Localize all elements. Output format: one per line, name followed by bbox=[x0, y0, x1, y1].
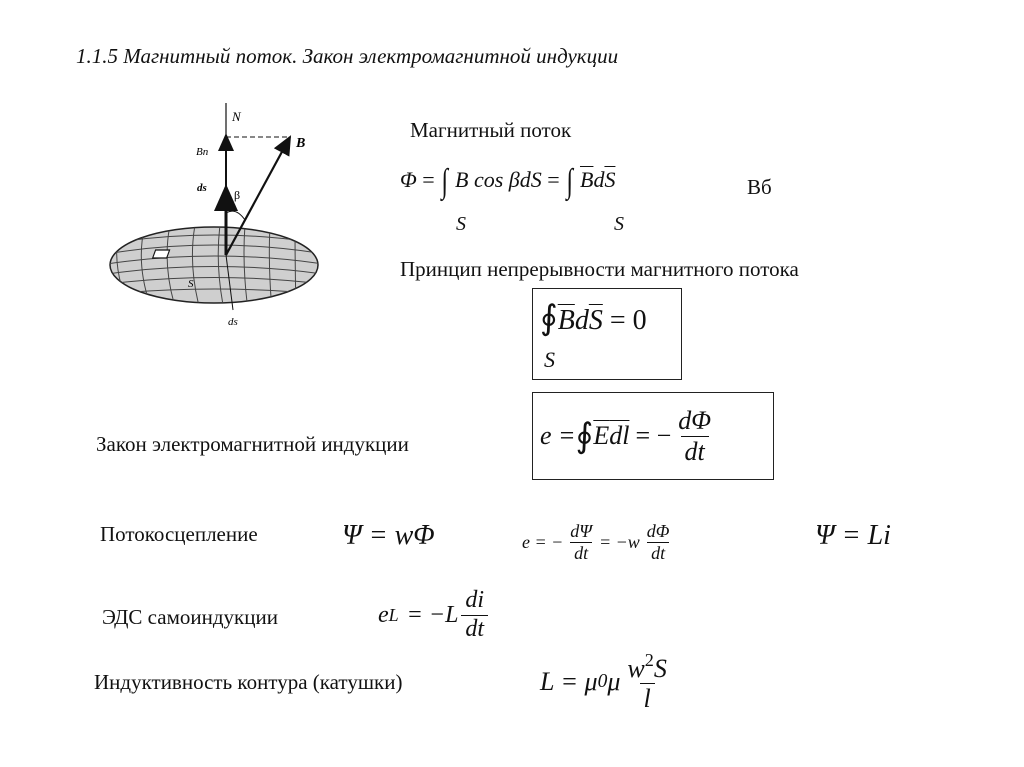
inductance-fraction bbox=[623, 650, 670, 715]
flux-d: d bbox=[593, 167, 605, 193]
self-induction-formula bbox=[378, 580, 491, 650]
label-ds-vector: ds bbox=[197, 182, 207, 194]
induction-den: dt bbox=[681, 436, 709, 467]
self-induction-den: dt bbox=[461, 615, 488, 644]
inductance-num-w: w bbox=[627, 653, 645, 683]
linkage-num-1: dΨ bbox=[570, 520, 592, 541]
linkage-den-1: dt bbox=[570, 542, 592, 564]
linkage-fraction-1 bbox=[566, 521, 596, 563]
flux-eq-2: = bbox=[547, 167, 560, 193]
inductance-sub: 0 bbox=[597, 671, 608, 692]
label-s: S bbox=[188, 278, 194, 290]
label-beta: β bbox=[234, 188, 241, 202]
linkage-f2-lhs: e = − bbox=[522, 531, 564, 552]
induction-eq: = − bbox=[635, 421, 672, 450]
flux-formula bbox=[400, 165, 615, 199]
self-induction-num: di bbox=[465, 586, 485, 613]
linkage-f2-mid: = −w bbox=[598, 531, 640, 552]
induction-heading: Закон электромагнитной индукции bbox=[96, 432, 409, 456]
inductance-mu: μ bbox=[607, 667, 621, 696]
label-bn: Bn bbox=[196, 146, 209, 158]
linkage-heading: Потокосцепление bbox=[100, 522, 258, 546]
self-induction-heading: ЭДС самоиндукции bbox=[102, 605, 278, 629]
label-ds-bottom: ds bbox=[228, 316, 238, 328]
continuity-s-vec: $\overline{S}$ bbox=[588, 305, 603, 336]
induction-num: dΦ bbox=[678, 405, 712, 435]
flux-integrand-1: B cos βdS bbox=[455, 167, 542, 193]
inductance-formula bbox=[540, 644, 674, 720]
linkage-den-2: dt bbox=[647, 542, 669, 564]
beta-arc bbox=[226, 211, 245, 220]
flux-diagram bbox=[100, 95, 340, 335]
ds-patch bbox=[153, 250, 170, 258]
continuity-formula bbox=[540, 298, 647, 338]
integral-sign-2: ∫ bbox=[566, 163, 574, 200]
induction-lhs: e = bbox=[540, 421, 576, 450]
flux-sub-s2: S bbox=[614, 213, 624, 235]
integral-sign-1: ∫ bbox=[441, 163, 449, 200]
flux-b-vec: $\overline{B}$ bbox=[579, 167, 594, 193]
continuity-d: d bbox=[574, 305, 589, 336]
contour-integral-icon-2: ∮ bbox=[575, 418, 594, 455]
page-title: 1.1.5 Магнитный поток. Закон электромагнитной индукции bbox=[76, 44, 619, 68]
flux-phi: Φ bbox=[400, 167, 417, 193]
inductance-num bbox=[623, 650, 670, 684]
linkage-num-2: dΦ bbox=[646, 520, 670, 541]
continuity-rhs: = 0 bbox=[609, 305, 647, 336]
label-n: N bbox=[232, 109, 241, 124]
inductance-heading: Индуктивность контура (катушки) bbox=[94, 670, 403, 694]
linkage-formula-3: Ψ = Li bbox=[815, 520, 891, 551]
linkage-fraction-2 bbox=[643, 521, 674, 563]
continuity-sub: S bbox=[544, 347, 555, 372]
flux-sub-s1: S bbox=[456, 213, 466, 235]
flux-s-vec: $\overline{S}$ bbox=[604, 167, 616, 193]
self-induction-mid: = −L bbox=[406, 601, 459, 628]
inductance-num-exp: 2 bbox=[644, 649, 654, 670]
flux-eq: = bbox=[422, 167, 435, 193]
induction-e-vec: $\overline{E}$ bbox=[593, 421, 610, 450]
self-induction-fraction bbox=[461, 587, 488, 643]
induction-dl: $\overline{dl}$ bbox=[609, 421, 630, 450]
continuity-heading: Принцип непрерывности магнитного потока bbox=[400, 257, 799, 281]
linkage-formula-1: Ψ = wΦ bbox=[342, 520, 435, 551]
flux-unit: Вб bbox=[747, 175, 772, 199]
inductance-lhs: L = μ bbox=[540, 667, 598, 696]
inductance-num-s: S bbox=[653, 653, 667, 683]
self-induction-e: e bbox=[378, 601, 389, 628]
self-induction-sub: L bbox=[388, 604, 399, 625]
induction-fraction bbox=[674, 406, 715, 467]
inductance-den: l bbox=[640, 683, 655, 714]
flux-heading: Магнитный поток bbox=[410, 118, 572, 142]
continuity-b-vec: $\overline{B}$ bbox=[557, 305, 575, 336]
induction-formula bbox=[540, 398, 718, 474]
linkage-formula-2 bbox=[522, 510, 676, 574]
label-b: B bbox=[296, 136, 306, 151]
contour-integral-icon: ∮ bbox=[540, 300, 558, 337]
